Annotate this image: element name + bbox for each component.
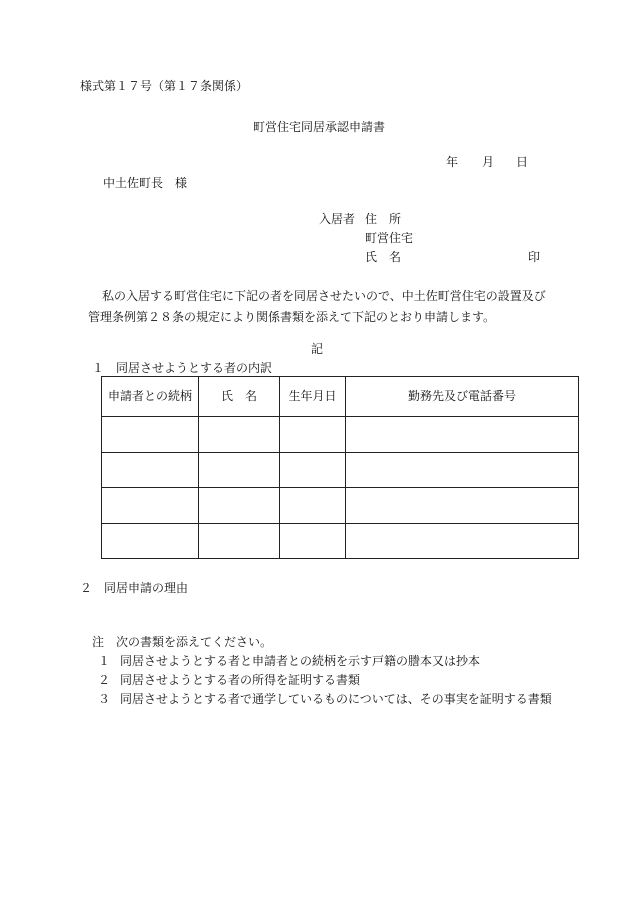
section-2-heading: ２ 同居申請の理由 bbox=[80, 581, 189, 595]
note-text: 同居させようとする者と申請者との続柄を示す戸籍の謄本又は抄本 bbox=[120, 654, 481, 668]
note-number: ３ bbox=[98, 692, 111, 706]
table-cell-workplace-phone bbox=[346, 452, 579, 488]
note-number: ２ bbox=[98, 673, 111, 687]
table-row bbox=[102, 452, 579, 488]
attachment-notes bbox=[92, 633, 552, 709]
table-cell-birthdate bbox=[280, 452, 346, 488]
table-cell-birthdate bbox=[280, 488, 346, 524]
note-text: 同居させようとする者で通学しているものについては、その事実を証明する書類 bbox=[120, 692, 552, 706]
header-relationship: 申請者との続柄 bbox=[102, 377, 199, 417]
document-title: 町営住宅同居承認申請書 bbox=[253, 120, 386, 134]
list-item bbox=[92, 671, 552, 690]
table-cell-name bbox=[199, 488, 280, 524]
header-workplace-phone: 勤務先及び電話番号 bbox=[346, 377, 579, 417]
applicant-housing-label: 町営住宅 bbox=[365, 231, 414, 245]
table-row bbox=[102, 523, 579, 559]
applicant-address-label: 住 所 bbox=[365, 212, 402, 226]
table-row bbox=[102, 417, 579, 453]
applicant-name-label: 氏 名 bbox=[365, 250, 402, 264]
table-header-row bbox=[102, 377, 579, 417]
seal-label: 印 bbox=[528, 250, 541, 264]
request-statement-line-1: 私の入居する町営住宅に下記の者を同居させたいので、中土佐町営住宅の設置及び bbox=[102, 289, 546, 303]
table-cell-name bbox=[199, 417, 280, 453]
request-statement-line-2: 管理条例第２８条の規定により関係書類を添えて下記のとおり申請します。 bbox=[88, 310, 496, 324]
ki-heading: 記 bbox=[311, 342, 324, 356]
addressee: 中土佐町長 様 bbox=[103, 176, 188, 190]
table-cell-birthdate bbox=[280, 523, 346, 559]
date-year-label: 年 bbox=[446, 155, 459, 169]
table-cell-relationship bbox=[102, 523, 199, 559]
request-statement bbox=[88, 286, 558, 328]
notes-heading: 注 次の書類を添えてください。 bbox=[92, 635, 273, 649]
table-cell-relationship bbox=[102, 452, 199, 488]
table-cell-birthdate bbox=[280, 417, 346, 453]
table-cell-relationship bbox=[102, 417, 199, 453]
section-1-heading: １ 同居させようとする者の内訳 bbox=[92, 361, 273, 375]
table-cell-relationship bbox=[102, 488, 199, 524]
date-day-label: 日 bbox=[516, 155, 529, 169]
date-month-label: 月 bbox=[482, 155, 495, 169]
form-number: 様式第１７号（第１７条関係） bbox=[80, 79, 249, 93]
table-row bbox=[102, 488, 579, 524]
table-cell-workplace-phone bbox=[346, 417, 579, 453]
list-item bbox=[92, 690, 552, 709]
table-cell-name bbox=[199, 452, 280, 488]
table-cell-name bbox=[199, 523, 280, 559]
applicant-role-label: 入居者 bbox=[319, 212, 356, 226]
note-text: 同居させようとする者の所得を証明する書類 bbox=[120, 673, 361, 687]
cohabitant-table bbox=[101, 376, 579, 559]
header-birthdate: 生年月日 bbox=[280, 377, 346, 417]
table-cell-workplace-phone bbox=[346, 488, 579, 524]
list-item bbox=[92, 652, 552, 671]
note-number: １ bbox=[98, 654, 111, 668]
header-name: 氏 名 bbox=[199, 377, 280, 417]
table-cell-workplace-phone bbox=[346, 523, 579, 559]
